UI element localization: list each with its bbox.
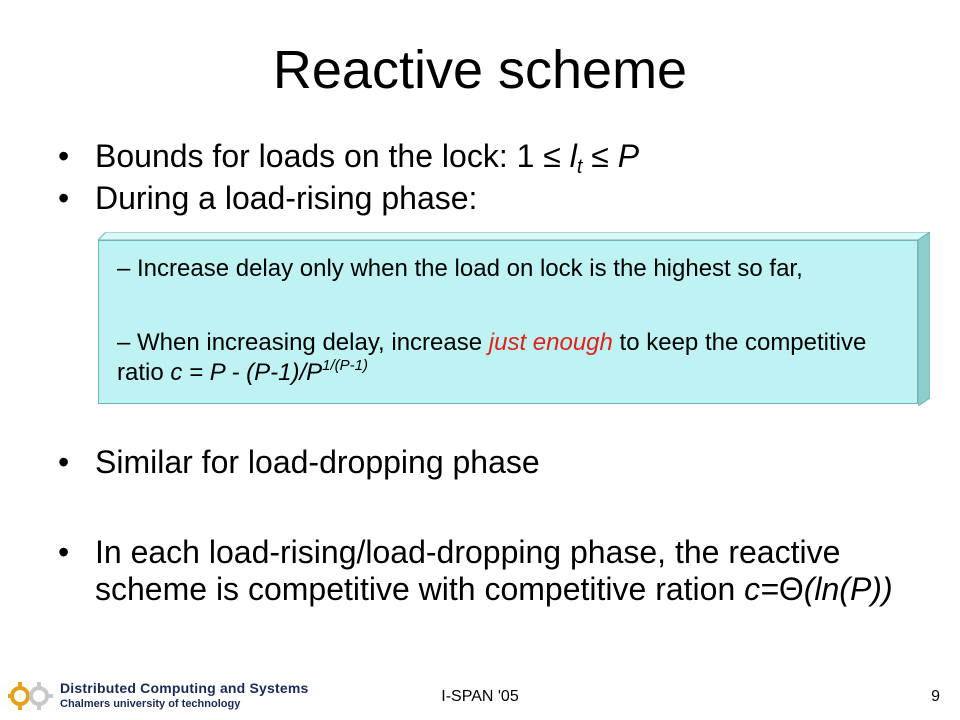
page-number: 9 xyxy=(931,688,940,705)
bullet-dot: • xyxy=(58,180,70,216)
just-enough-highlight: just enough xyxy=(488,329,613,356)
bullet-bounds-text: Bounds for loads on the lock: 1 xyxy=(95,138,544,174)
load-variable: l xyxy=(569,138,577,174)
bullet-dot: • xyxy=(58,534,70,570)
box-item-just-enough xyxy=(117,328,907,388)
bullet-dot: • xyxy=(58,444,70,480)
load-subscript: t xyxy=(576,156,583,178)
bullet-dot: • xyxy=(58,138,70,174)
le-symbol: ≤ xyxy=(591,138,609,174)
box-item2-text-a: – When increasing delay, increase xyxy=(117,329,489,356)
p-variable: P xyxy=(617,138,640,174)
ratio-formula: c = P - (P-1)/P xyxy=(170,359,323,386)
bullet-text: During a load-rising phase: xyxy=(95,180,478,216)
footer-conference: I-SPAN '05 xyxy=(441,688,519,705)
competitive-formula: c= xyxy=(744,571,779,607)
theta-symbol: Θ xyxy=(778,571,804,607)
bullet-text xyxy=(95,138,905,178)
ratio-exponent: 1/(P-1) xyxy=(322,357,369,374)
box-side-bevel xyxy=(918,232,930,406)
bullet-text: Similar for load-dropping phase xyxy=(95,444,540,480)
box-item-increase-delay: – Increase delay only when the load on lock is the highest so far, xyxy=(117,255,803,282)
logo-subtitle: Chalmers university of technology xyxy=(60,698,241,710)
box-item2-text-b: to keep the competitive ratio xyxy=(117,329,867,386)
dcs-logo xyxy=(8,678,309,716)
slide-title: Reactive scheme xyxy=(272,40,688,100)
bullet-text xyxy=(95,534,905,608)
gear-logo-icon xyxy=(8,678,54,714)
le-symbol: ≤ xyxy=(543,138,561,174)
logo-title: Distributed Computing and Systems xyxy=(60,680,309,696)
box-top-bevel xyxy=(98,232,930,240)
bullet-competitive-text: In each load-rising/load-dropping phase, the reactive scheme is competitive with competitive ration xyxy=(95,534,841,607)
competitive-formula-end: (ln(P)) xyxy=(803,571,893,607)
